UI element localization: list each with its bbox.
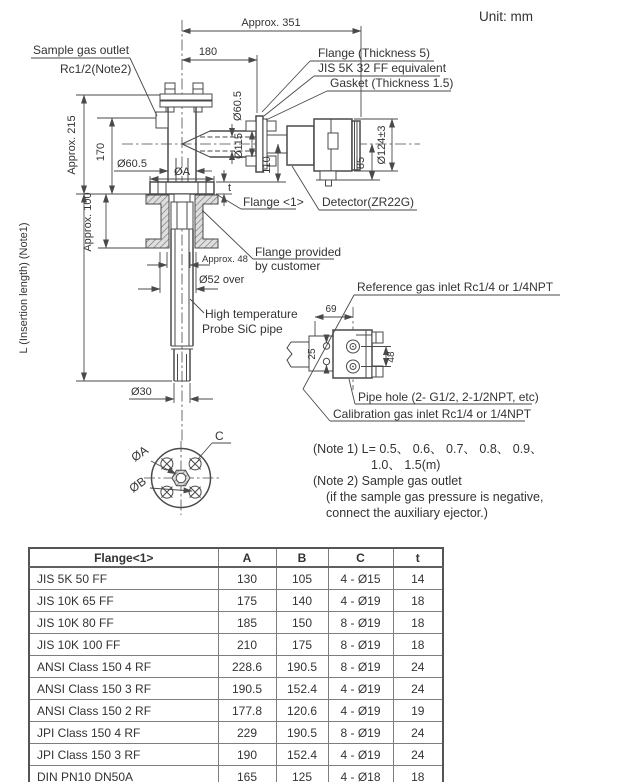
cell-flange: JPI Class 150 4 RF (29, 722, 218, 744)
cell-b: 190.5 (276, 656, 328, 678)
table-row (29, 567, 443, 590)
label-reference-gas: Reference gas inlet Rc1/4 or 1/4NPT (357, 280, 554, 294)
cell-a: 229 (218, 722, 276, 744)
cell-t: 24 (393, 744, 443, 766)
detector-body (267, 119, 360, 186)
unit-label: Unit: mm (479, 9, 533, 24)
cell-t: 18 (393, 590, 443, 612)
label-probe-2: Probe SiC pipe (202, 322, 283, 336)
table-row (29, 766, 443, 782)
label-view-dia-b: ØB (126, 474, 149, 496)
label-gasket: Gasket (Thickness 1.5) (330, 76, 454, 90)
cell-flange: ANSI Class 150 3 RF (29, 678, 218, 700)
header-c: C (328, 548, 393, 567)
label-detector: Detector(ZR22G) (322, 195, 415, 209)
dim-48: 48 (386, 351, 397, 363)
cell-c: 4 - Ø15 (328, 567, 393, 590)
cell-t: 24 (393, 678, 443, 700)
dim-pipe-od-top: Ø60.5 (232, 91, 244, 121)
cell-flange: DIN PN10 DN50A (29, 766, 218, 782)
dim-insertion-length: L (Insertion length) (Note1) (18, 222, 30, 354)
notes-block (313, 441, 543, 521)
table-row (29, 700, 443, 722)
label-section-c: C (215, 429, 224, 443)
label-pipe-hole: Pipe hole (2- G1/2, 2-1/2NPT, etc) (358, 390, 539, 404)
header-b: B (276, 548, 328, 567)
cell-a: 185 (218, 612, 276, 634)
cell-b: 120.6 (276, 700, 328, 722)
dim-52-over: Ø52 over (199, 274, 245, 286)
dim-69: 69 (325, 304, 337, 315)
note2-line2: (if the sample gas pressure is negative, (326, 490, 544, 504)
dim-thickness-t: t (228, 182, 232, 194)
label-sample-gas-outlet-size: Rc1/2(Note2) (60, 62, 132, 76)
cell-c: 8 - Ø19 (328, 634, 393, 656)
cell-a: 210 (218, 634, 276, 656)
cell-b: 125 (276, 766, 328, 782)
cell-b: 140 (276, 590, 328, 612)
cell-c: 8 - Ø19 (328, 656, 393, 678)
table-row (29, 722, 443, 744)
label-view-dia-a: ØA (128, 443, 151, 465)
table-row (29, 634, 443, 656)
cell-a: 190.5 (218, 678, 276, 700)
cell-t: 18 (393, 766, 443, 782)
label-flange-spec: Flange (Thickness 5) (318, 46, 431, 60)
note1-line2: 1.0、 1.5(m) (371, 458, 441, 472)
cell-c: 4 - Ø19 (328, 590, 393, 612)
cell-a: 190 (218, 744, 276, 766)
dim-25: 25 (307, 348, 318, 360)
label-probe-1: High temperature (205, 307, 298, 321)
cell-b: 105 (276, 567, 328, 590)
cell-c: 4 - Ø19 (328, 678, 393, 700)
cell-flange: JIS 10K 100 FF (29, 634, 218, 656)
note1-line1: (Note 1) L= 0.5、 0.6、 0.7、 0.8、 0.9、 (313, 442, 543, 456)
dim-pipe-od-left: Ø60.5 (117, 158, 147, 170)
cell-flange: ANSI Class 150 2 RF (29, 700, 218, 722)
label-flange-provided-2: by customer (255, 259, 321, 273)
cell-flange: JPI Class 150 3 RF (29, 744, 218, 766)
cell-t: 24 (393, 656, 443, 678)
dim-115: Ø115 (233, 132, 245, 160)
mounting-flange (150, 182, 214, 194)
dim-215: Approx. 215 (66, 115, 78, 175)
cell-a: 130 (218, 567, 276, 590)
cell-b: 190.5 (276, 722, 328, 744)
note2-line3: connect the auxiliary ejector.) (326, 506, 488, 520)
label-sample-gas-outlet: Sample gas outlet (33, 43, 130, 57)
table-row (29, 612, 443, 634)
dim-85: 85 (355, 156, 367, 170)
cell-a: 175 (218, 590, 276, 612)
label-flange-ref: Flange <1> (243, 195, 304, 209)
cell-flange: JIS 5K 50 FF (29, 567, 218, 590)
sample-gas-outlet-fitting (156, 112, 168, 128)
cell-flange: JIS 10K 65 FF (29, 590, 218, 612)
gas-inlet-detail (287, 280, 560, 421)
label-calibration-gas: Calibration gas inlet Rc1/4 or 1/4NPT (333, 407, 532, 421)
cell-t: 18 (393, 612, 443, 634)
cell-t: 14 (393, 567, 443, 590)
cell-c: 8 - Ø19 (328, 612, 393, 634)
dim-170: 170 (95, 142, 107, 162)
dim-100: Approx. 100 (82, 192, 94, 252)
dim-flange-od: ØA (174, 166, 190, 178)
cell-t: 19 (393, 700, 443, 722)
table-row (29, 678, 443, 700)
table-header-row (29, 548, 443, 567)
cell-b: 152.4 (276, 678, 328, 700)
cell-b: 150 (276, 612, 328, 634)
table-row (29, 744, 443, 766)
header-a: A (218, 548, 276, 567)
header-flange: Flange<1> (29, 548, 218, 567)
dim-30: Ø30 (131, 386, 152, 398)
dim-180: 180 (198, 46, 218, 58)
cell-c: 4 - Ø19 (328, 700, 393, 722)
cell-flange: ANSI Class 150 4 RF (29, 656, 218, 678)
cell-c: 8 - Ø19 (328, 722, 393, 744)
table-row (29, 590, 443, 612)
cell-t: 18 (393, 634, 443, 656)
cell-b: 152.4 (276, 744, 328, 766)
header-t: t (393, 548, 443, 567)
dim-approx-48: Approx. 48 (202, 254, 248, 265)
cell-a: 165 (218, 766, 276, 782)
bottom-view (127, 429, 231, 515)
note2-line1: (Note 2) Sample gas outlet (313, 474, 462, 488)
cell-c: 4 - Ø19 (328, 744, 393, 766)
dim-110: 110 (261, 156, 273, 174)
flange-spec-table (28, 547, 444, 782)
cell-a: 228.6 (218, 656, 276, 678)
table-row (29, 656, 443, 678)
cell-b: 175 (276, 634, 328, 656)
label-flange-provided-1: Flange provided (255, 245, 342, 259)
label-flange-equiv: JIS 5K 32 FF equivalent (318, 61, 447, 75)
cell-t: 24 (393, 722, 443, 744)
cell-flange: JIS 10K 80 FF (29, 612, 218, 634)
dim-overall-width: Approx. 351 (241, 17, 301, 29)
cell-a: 177.8 (218, 700, 276, 722)
cell-c: 4 - Ø18 (328, 766, 393, 782)
dim-124: Ø124±3 (376, 125, 388, 165)
